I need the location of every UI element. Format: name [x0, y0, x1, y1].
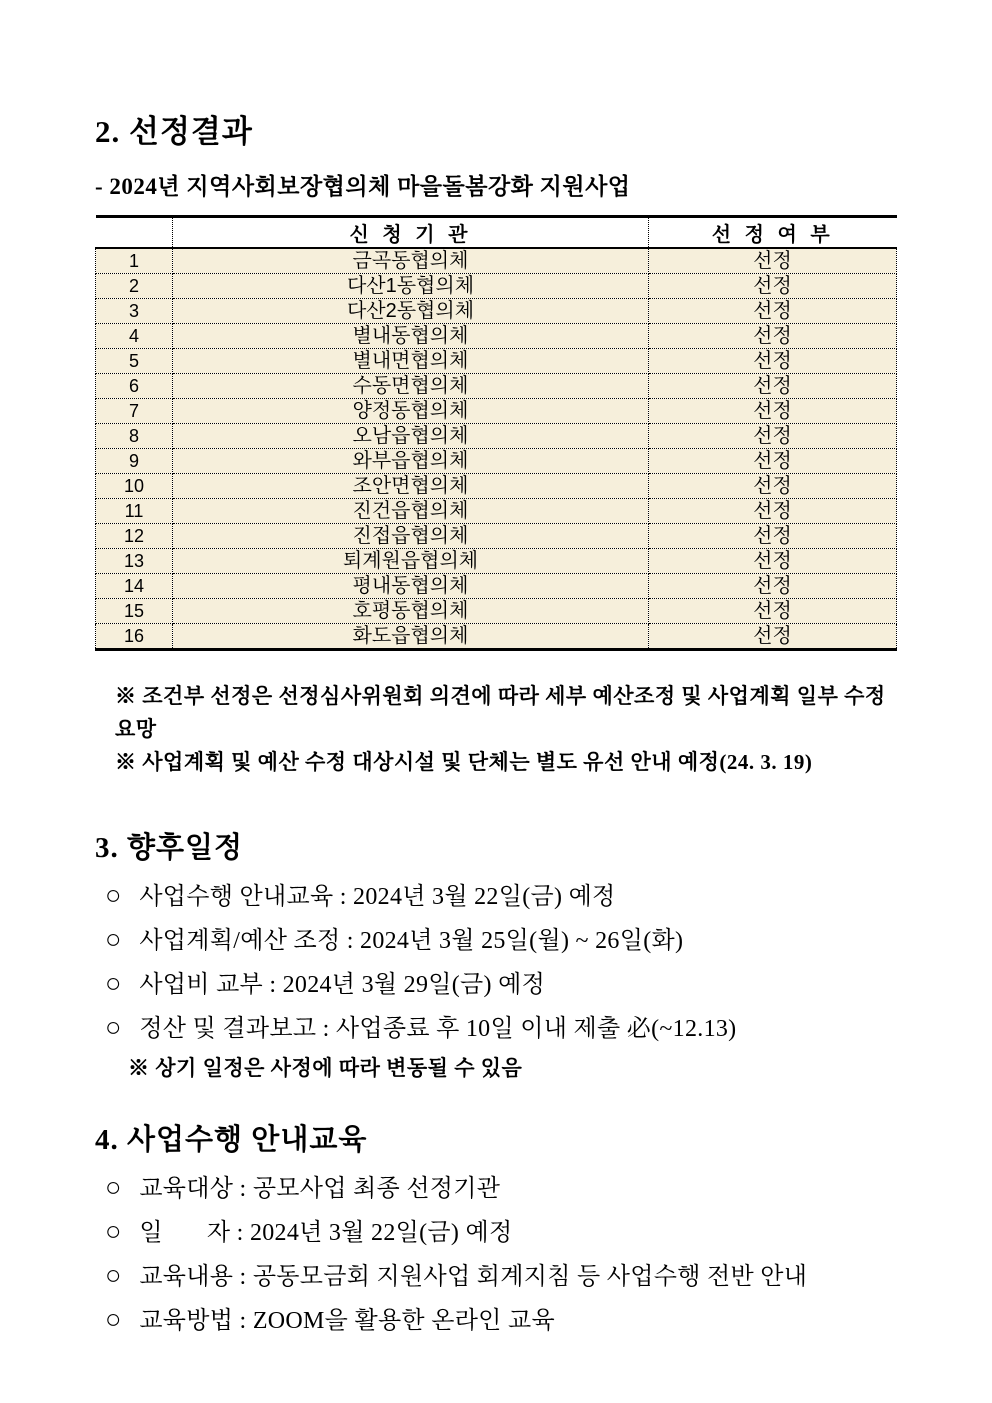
table-row	[96, 299, 897, 324]
schedule-list	[95, 874, 900, 1050]
cell-selection-status: 선정	[649, 499, 897, 524]
cell-row-number: 12	[96, 524, 173, 549]
section3-title: 3. 향후일정	[95, 832, 244, 864]
section2-title: 2. 선정결과	[95, 114, 253, 149]
education-item-text: 일 자 : 2024년 3월 22일(금) 예정	[139, 1220, 513, 1246]
cell-row-number: 4	[96, 324, 173, 349]
circle-bullet-icon: ○	[105, 1216, 122, 1246]
cell-selection-status: 선정	[649, 299, 897, 324]
column-header-no	[96, 217, 173, 249]
table-row	[96, 474, 897, 499]
cell-selection-status: 선정	[649, 374, 897, 399]
cell-selection-status: 선정	[649, 524, 897, 549]
cell-organization: 진건읍협의체	[173, 499, 649, 524]
schedule-item-text: 사업계획/예산 조정 : 2024년 3월 25일(월) ~ 26일(화)	[139, 928, 684, 954]
schedule-item	[105, 1006, 900, 1050]
cell-selection-status: 선정	[649, 574, 897, 599]
cell-organization: 별내동협의체	[173, 324, 649, 349]
education-item-text: 교육대상 : 공모사업 최종 선정기관	[139, 1176, 501, 1202]
cell-selection-status: 선정	[649, 324, 897, 349]
cell-organization: 호평동협의체	[173, 599, 649, 624]
education-list	[95, 1166, 900, 1342]
cell-organization: 수동면협의체	[173, 374, 649, 399]
cell-organization: 와부읍협의체	[173, 449, 649, 474]
cell-organization: 다산1동협의체	[173, 274, 649, 299]
cell-row-number: 10	[96, 474, 173, 499]
education-item	[105, 1298, 900, 1342]
cell-row-number: 1	[96, 248, 173, 274]
cell-selection-status: 선정	[649, 399, 897, 424]
cell-row-number: 11	[96, 499, 173, 524]
cell-organization: 평내동협의체	[173, 574, 649, 599]
schedule-item-text: 정산 및 결과보고 : 사업종료 후 10일 이내 제출 必(~12.13)	[139, 1016, 737, 1042]
table-note-line: ※ 조건부 선정은 선정심사위원회 의견에 따라 세부 예산조정 및 사업계획 일부 수정 요망	[115, 684, 892, 741]
schedule-item-text: 사업수행 안내교육 : 2024년 3월 22일(금) 예정	[139, 884, 616, 910]
cell-selection-status: 선정	[649, 424, 897, 449]
cell-row-number: 15	[96, 599, 173, 624]
cell-selection-status: 선정	[649, 474, 897, 499]
circle-bullet-icon: ○	[105, 924, 122, 954]
section4-title: 4. 사업수행 안내교육	[95, 1124, 368, 1156]
table-row	[96, 499, 897, 524]
table-notes	[115, 680, 900, 779]
cell-selection-status: 선정	[649, 549, 897, 574]
table-row	[96, 574, 897, 599]
cell-row-number: 16	[96, 624, 173, 650]
education-item	[105, 1166, 900, 1210]
education-item	[105, 1210, 900, 1254]
table-row	[96, 374, 897, 399]
cell-row-number: 2	[96, 274, 173, 299]
schedule-item-text: 사업비 교부 : 2024년 3월 29일(금) 예정	[139, 972, 546, 998]
cell-selection-status: 선정	[649, 274, 897, 299]
cell-selection-status: 선정	[649, 624, 897, 650]
table-row	[96, 624, 897, 650]
schedule-item	[105, 874, 900, 918]
cell-organization: 진접읍협의체	[173, 524, 649, 549]
schedule-item	[105, 918, 900, 962]
cell-row-number: 14	[96, 574, 173, 599]
table-row	[96, 274, 897, 299]
table-row	[96, 324, 897, 349]
cell-organization: 화도읍협의체	[173, 624, 649, 650]
circle-bullet-icon: ○	[105, 880, 122, 910]
circle-bullet-icon: ○	[105, 968, 122, 998]
cell-selection-status: 선정	[649, 599, 897, 624]
cell-row-number: 13	[96, 549, 173, 574]
table-row	[96, 399, 897, 424]
cell-organization: 퇴계원읍협의체	[173, 549, 649, 574]
column-header-status: 선 정 여 부	[649, 217, 897, 249]
education-item-text: 교육방법 : ZOOM을 활용한 온라인 교육	[139, 1308, 555, 1334]
cell-selection-status: 선정	[649, 449, 897, 474]
cell-organization: 다산2동협의체	[173, 299, 649, 324]
table-row	[96, 424, 897, 449]
table-row	[96, 549, 897, 574]
education-item-text: 교육내용 : 공동모금회 지원사업 회계지침 등 사업수행 전반 안내	[139, 1264, 808, 1290]
table-row	[96, 248, 897, 274]
cell-row-number: 9	[96, 449, 173, 474]
cell-selection-status: 선정	[649, 248, 897, 274]
schedule-item	[105, 962, 900, 1006]
circle-bullet-icon: ○	[105, 1012, 122, 1042]
table-header-row	[96, 217, 897, 249]
cell-row-number: 8	[96, 424, 173, 449]
cell-organization: 양정동협의체	[173, 399, 649, 424]
column-header-org: 신 청 기 관	[173, 217, 649, 249]
circle-bullet-icon: ○	[105, 1260, 122, 1290]
cell-organization: 금곡동협의체	[173, 248, 649, 274]
cell-organization: 별내면협의체	[173, 349, 649, 374]
cell-row-number: 5	[96, 349, 173, 374]
cell-row-number: 7	[96, 399, 173, 424]
circle-bullet-icon: ○	[105, 1304, 122, 1334]
table-row	[96, 524, 897, 549]
circle-bullet-icon: ○	[105, 1172, 122, 1202]
selection-results-table	[95, 215, 897, 651]
cell-row-number: 6	[96, 374, 173, 399]
table-row	[96, 599, 897, 624]
section2-subtitle: - 2024년 지역사회보장협의체 마을돌봄강화 지원사업	[95, 174, 631, 199]
cell-selection-status: 선정	[649, 349, 897, 374]
table-row	[96, 349, 897, 374]
table-note-line: ※ 사업계획 및 예산 수정 대상시설 및 단체는 별도 유선 안내 예정(24. 3. 19)	[115, 750, 813, 774]
cell-organization: 조안면협의체	[173, 474, 649, 499]
cell-organization: 오남읍협의체	[173, 424, 649, 449]
table-row	[96, 449, 897, 474]
education-item	[105, 1254, 900, 1298]
section3-note: ※ 상기 일정은 사정에 따라 변동될 수 있음	[128, 1056, 523, 1080]
cell-row-number: 3	[96, 299, 173, 324]
